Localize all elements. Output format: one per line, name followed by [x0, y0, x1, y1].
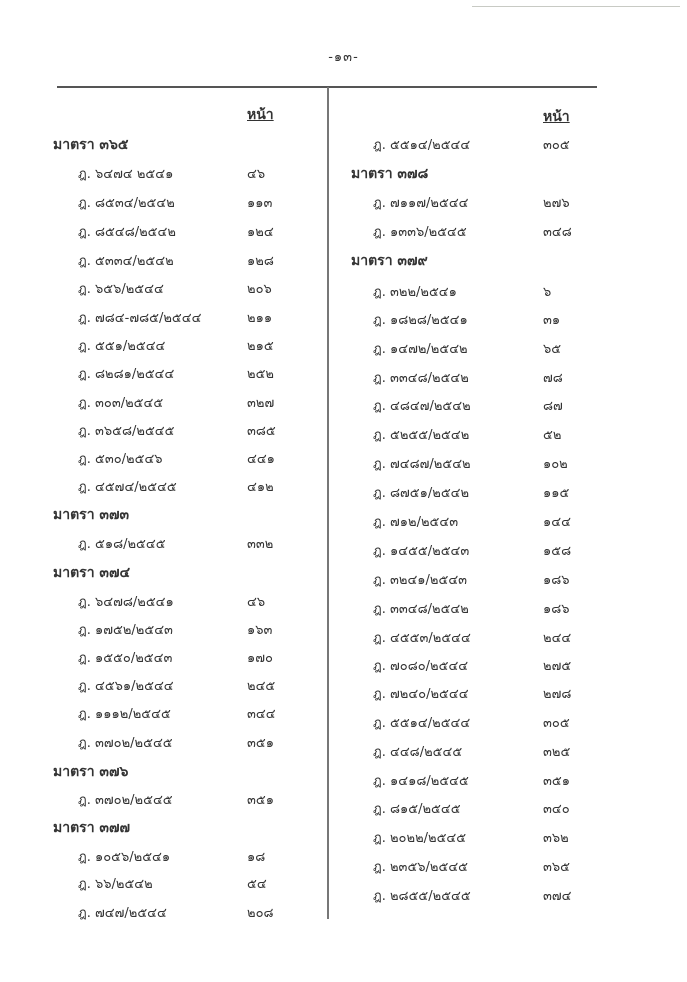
left-column-header: หน้า — [247, 107, 274, 123]
page-reference: ๑๘ — [247, 850, 266, 865]
case-citation: ฎ. ๗๑๑๗/๒๕๔๔ — [373, 196, 469, 211]
page-reference: ๓๕๑ — [247, 736, 274, 751]
case-citation: ฎ. ๑๔๗๒/๒๕๔๒ — [373, 342, 468, 357]
case-citation: ฎ. ๓๖๕๘/๒๕๔๕ — [78, 424, 175, 439]
page-reference: ๑๒๔ — [247, 225, 274, 240]
page-reference: ๗๘ — [543, 371, 563, 386]
page-reference: ๒๑๑ — [247, 311, 273, 326]
page-reference: ๓๖๕ — [543, 860, 570, 875]
page-reference: ๑๘๖ — [543, 573, 570, 588]
case-citation: ฎ. ๘๕๓๔/๒๕๔๒ — [78, 196, 175, 211]
case-citation: ฎ. ๑๓๓๖/๒๕๔๕ — [373, 225, 467, 240]
page-reference: ๑๐๒ — [543, 457, 568, 472]
page-reference: ๔๑๒ — [247, 480, 274, 495]
case-citation: ฎ. ๗๔๗/๒๕๔๔ — [78, 906, 167, 921]
page-reference: ๓๖๒ — [543, 831, 569, 846]
page-reference: ๑๒๘ — [247, 254, 274, 269]
right-column-header: หน้า — [543, 109, 570, 125]
case-citation: ฎ. ๖๔๗๘/๒๕๔๑ — [78, 595, 174, 610]
case-citation: ฎ. ๓๗๐๒/๒๕๔๕ — [78, 736, 173, 751]
case-citation: ฎ. ๑๔๕๕/๒๕๔๓ — [373, 544, 470, 559]
page-reference: ๔๖ — [247, 167, 266, 182]
page-reference: ๓๓๒ — [247, 537, 274, 552]
case-citation: ฎ. ๑๑๑๒/๒๕๔๕ — [78, 707, 171, 722]
case-citation: ฎ. ๒๓๕๖/๒๕๔๕ — [373, 860, 469, 875]
page-reference: ๕๒ — [543, 428, 562, 443]
page-reference: ๑๑๕ — [543, 486, 570, 501]
case-citation: ฎ. ๓๓๔๘/๒๕๔๒ — [373, 371, 469, 386]
case-citation: ฎ. ๕๑๘/๒๕๔๕ — [78, 537, 166, 552]
case-citation: ฎ. ๔๕๕๓/๒๕๔๔ — [373, 631, 471, 646]
page-reference: ๒๗๕ — [543, 659, 572, 674]
page-reference: ๓๘๕ — [247, 424, 276, 439]
page-reference: ๓๔๘ — [543, 225, 572, 240]
case-citation: ฎ. ๖๖/๒๕๔๒ — [78, 877, 153, 892]
case-citation: ฎ. ๒๘๕๕/๒๕๔๕ — [373, 889, 471, 904]
page-reference: ๓๐๕ — [543, 716, 570, 731]
page-reference: ๘๗ — [543, 399, 563, 414]
case-citation: ฎ. ๑๗๕๒/๒๕๔๓ — [78, 623, 173, 638]
case-citation: ฎ. ๓๒๔๑/๒๕๔๓ — [373, 573, 468, 588]
scan-edge-line — [472, 6, 680, 7]
case-citation: ฎ. ๔๘๔๗/๒๕๔๒ — [373, 399, 471, 414]
case-citation: ฎ. ๗๐๘๐/๒๕๔๔ — [373, 659, 469, 674]
page-reference: ๒๗๘ — [543, 687, 572, 702]
page-reference: ๑๔๔ — [543, 515, 571, 530]
page-reference: ๒๔๔ — [543, 631, 572, 646]
page-reference: ๒๕๒ — [247, 367, 274, 382]
case-citation: ฎ. ๔๕๗๔/๒๕๔๕ — [78, 480, 177, 495]
page-reference: ๒๑๕ — [247, 339, 274, 354]
page-reference: ๔๔๑ — [247, 452, 275, 467]
page-reference: ๓๑ — [543, 313, 561, 328]
page-reference: ๓๕๑ — [247, 793, 274, 808]
case-citation: ฎ. ๑๘๒๘/๒๕๔๑ — [373, 313, 468, 328]
page-reference: ๕๔ — [247, 877, 267, 892]
section-heading: มาตรา ๓๗๘ — [351, 166, 429, 182]
case-citation: ฎ. ๖๔๗๔ ๒๕๔๑ — [78, 167, 174, 182]
case-citation: ฎ. ๒๐๒๒/๒๕๔๕ — [373, 831, 467, 846]
case-citation: ฎ. ๘๑๕/๒๕๔๕ — [373, 802, 461, 817]
section-heading: มาตรา ๓๗๗ — [53, 820, 131, 836]
case-citation: ฎ. ๓๐๓/๒๕๔๕ — [78, 396, 164, 411]
section-heading: มาตรา ๓๗๙ — [351, 253, 428, 269]
page-reference: ๓๒๕ — [543, 745, 571, 760]
case-citation: ฎ. ๑๕๕๐/๒๕๔๓ — [78, 651, 173, 666]
page-reference: ๑๘๖ — [543, 602, 570, 617]
page-reference: ๖๕ — [543, 342, 562, 357]
case-citation: ฎ. ๓๒๒/๒๕๔๑ — [373, 285, 457, 300]
case-citation: ฎ. ๘๒๘๑/๒๕๔๔ — [78, 367, 175, 382]
page-number: -๑๓- — [328, 50, 359, 65]
case-citation: ฎ. ๑๐๕๖/๒๕๔๑ — [78, 850, 171, 865]
page-reference: ๑๕๘ — [543, 544, 572, 559]
section-heading: มาตรา ๓๗๓ — [53, 507, 130, 523]
page-reference: ๒๗๖ — [543, 196, 570, 211]
case-citation: ฎ. ๗๒๔๐/๒๕๔๔ — [373, 687, 469, 702]
case-citation: ฎ. ๗๑๒/๒๕๔๓ — [373, 515, 459, 530]
page-reference: ๓๒๗ — [247, 396, 275, 411]
case-citation: ฎ. ๘๗๕๑/๒๕๔๒ — [373, 486, 470, 501]
page-reference: ๓๗๔ — [543, 889, 572, 904]
section-heading: มาตรา ๓๖๕ — [53, 137, 129, 153]
page-reference: ๑๖๓ — [247, 623, 273, 638]
column-divider — [327, 87, 329, 919]
page-reference: ๒๐๘ — [247, 906, 274, 921]
page-reference: ๑๑๓ — [247, 196, 273, 211]
case-citation: ฎ. ๕๕๑/๒๕๔๔ — [78, 339, 166, 354]
section-heading: มาตรา ๓๗๖ — [53, 764, 129, 780]
page-reference: ๖ — [543, 285, 552, 300]
case-citation: ฎ. ๕๒๕๕/๒๕๔๒ — [373, 428, 470, 443]
case-citation: ฎ. ๓๓๔๘/๒๕๔๒ — [373, 602, 469, 617]
case-citation: ฎ. ๘๕๔๘/๒๕๔๒ — [78, 225, 176, 240]
page-reference: ๔๖ — [247, 595, 266, 610]
case-citation: ฎ. ๓๗๐๒/๒๕๔๕ — [78, 793, 173, 808]
page-reference: ๓๔๔ — [247, 707, 276, 722]
page-reference: ๒๐๖ — [247, 282, 272, 297]
case-citation: ฎ. ๕๓๐/๒๕๔๖ — [78, 452, 163, 467]
page-reference: ๓๐๕ — [543, 138, 570, 153]
page-reference: ๒๔๕ — [247, 679, 276, 694]
case-citation: ฎ. ๑๔๑๘/๒๕๔๕ — [373, 774, 469, 789]
case-citation: ฎ. ๕๕๑๔/๒๕๔๔ — [373, 716, 471, 731]
case-citation: ฎ. ๔๔๘/๒๕๔๕ — [373, 745, 463, 760]
case-citation: ฎ. ๕๓๓๔/๒๕๔๒ — [78, 254, 174, 269]
case-citation: ฎ. ๕๕๑๔/๒๕๔๔ — [373, 138, 471, 153]
case-citation: ฎ. ๗๘๔-๗๘๕/๒๕๔๔ — [78, 311, 202, 326]
case-citation: ฎ. ๖๕๖/๒๕๔๔ — [78, 282, 164, 297]
case-citation: ฎ. ๔๕๖๑/๒๕๔๔ — [78, 679, 174, 694]
case-citation: ฎ. ๗๔๘๗/๒๕๔๒ — [373, 457, 471, 472]
page-reference: ๓๕๑ — [543, 774, 570, 789]
page-reference: ๓๔๐ — [543, 802, 570, 817]
section-heading: มาตรา ๓๗๔ — [53, 565, 131, 581]
page-reference: ๑๗๐ — [247, 651, 273, 666]
